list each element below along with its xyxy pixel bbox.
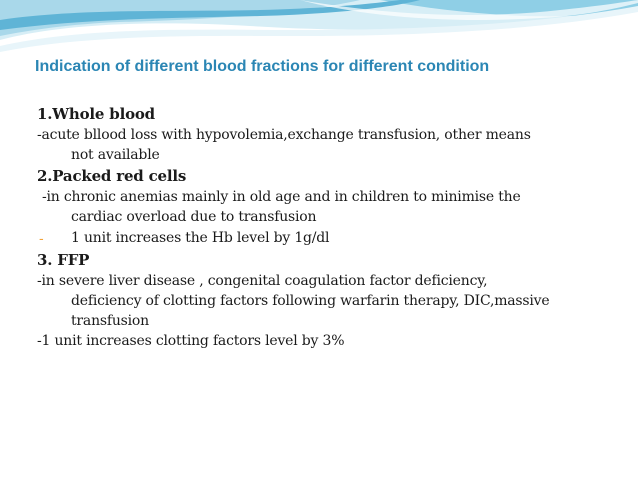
- section-heading-ffp: 3. FFP: [37, 251, 90, 269]
- bullet-text: 1 unit increases the Hb level by 1g/dl: [71, 230, 330, 246]
- section-text: -in severe liver disease , congenital coagulation factor deficiency,: [37, 273, 488, 289]
- section-text: transfusion: [71, 313, 149, 329]
- bullet-marker: -: [39, 230, 44, 246]
- slide-content: [37, 103, 617, 351]
- section-text: cardiac overload due to transfusion: [71, 209, 317, 225]
- section-text: deficiency of clotting factors following warfarin therapy, DIC,massive: [71, 293, 550, 309]
- section-text: -acute bllood loss with hypovolemia,exchange transfusion, other means: [37, 127, 531, 143]
- section-heading-packed-red-cells: 2.Packed red cells: [37, 167, 187, 185]
- section-text: -in chronic anemias mainly in old age and in children to minimise the: [42, 189, 521, 205]
- section-text: not available: [71, 147, 160, 163]
- section-text: -1 unit increases clotting factors level by 3%: [37, 333, 345, 349]
- slide-title: Indication of different blood fractions for different condition: [35, 58, 490, 75]
- bullet-item: [37, 227, 617, 249]
- section-heading-whole-blood: 1.Whole blood: [37, 105, 155, 123]
